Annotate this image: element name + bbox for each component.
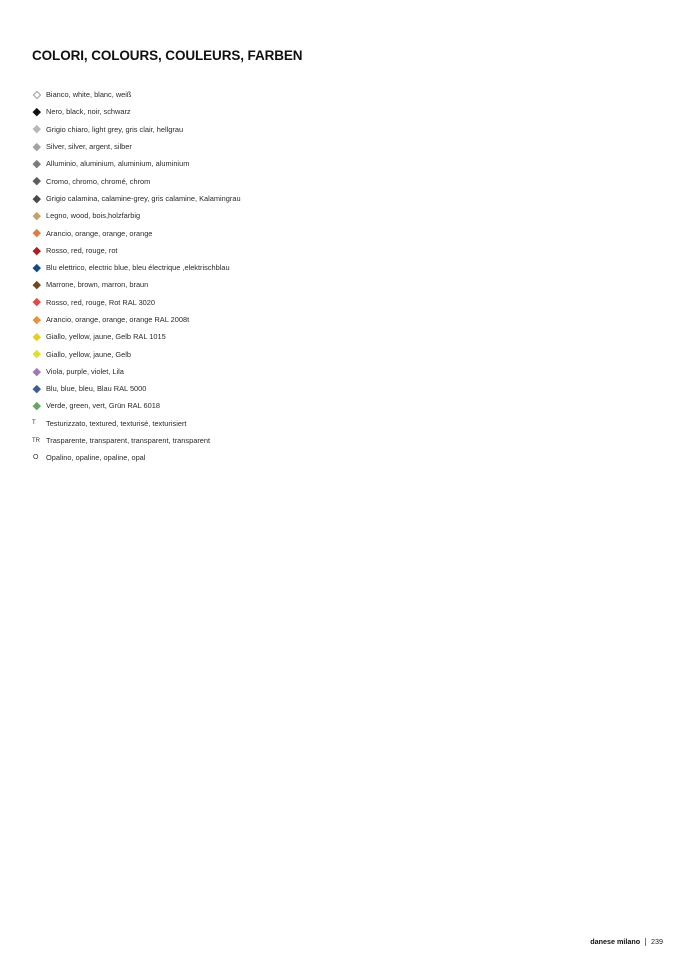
page-number: 239 bbox=[651, 937, 663, 946]
legend-item bbox=[32, 207, 632, 224]
color-swatch bbox=[32, 92, 46, 98]
legend-item bbox=[32, 138, 632, 155]
legend-item bbox=[32, 380, 632, 397]
legend-item-label: Marrone, brown, marron, braun bbox=[46, 280, 149, 290]
legend-item bbox=[32, 86, 632, 103]
legend-item bbox=[32, 397, 632, 414]
legend-item bbox=[32, 415, 632, 432]
color-swatch bbox=[32, 351, 46, 357]
finish-code bbox=[32, 438, 46, 444]
legend-item-label: Grigio calamina, calamine-grey, gris calamine, Kalamingrau bbox=[46, 193, 241, 203]
color-swatch bbox=[32, 317, 46, 323]
legend-item-label: Opalino, opaline, opaline, opal bbox=[46, 453, 146, 463]
legend-item-label: Arancio, orange, orange, orange RAL 2008t bbox=[46, 315, 190, 324]
legend-item bbox=[32, 121, 632, 138]
diamond-icon bbox=[32, 177, 40, 185]
legend-item bbox=[32, 449, 632, 466]
legend-item bbox=[32, 363, 632, 380]
diamond-outline-icon bbox=[32, 90, 40, 98]
color-swatch bbox=[32, 126, 46, 132]
diamond-icon bbox=[32, 402, 40, 410]
diamond-icon bbox=[32, 195, 40, 203]
finish-code-label: TR bbox=[32, 437, 40, 444]
diamond-icon bbox=[32, 385, 40, 393]
color-swatch bbox=[32, 334, 46, 340]
finish-code bbox=[32, 454, 46, 461]
diamond-icon bbox=[32, 281, 40, 289]
color-swatch bbox=[32, 196, 46, 202]
color-swatch bbox=[32, 282, 46, 288]
color-swatch bbox=[32, 299, 46, 305]
legend-item bbox=[32, 103, 632, 120]
finish-code-label: T bbox=[32, 420, 36, 427]
diamond-icon bbox=[32, 229, 40, 237]
legend-item-label: Blu elettrico, electric blue, bleu électrique ,elektrischblau bbox=[46, 263, 230, 273]
diamond-icon bbox=[32, 350, 40, 358]
color-swatch bbox=[32, 144, 46, 150]
legend-item bbox=[32, 311, 632, 328]
legend-item-label: Nero, black, noir, schwarz bbox=[46, 107, 131, 117]
color-swatch bbox=[32, 403, 46, 409]
diamond-icon bbox=[32, 143, 40, 151]
diamond-icon bbox=[32, 264, 40, 272]
page-title: COLORI, COLOURS, COULEURS, FARBEN bbox=[32, 48, 303, 63]
page-footer bbox=[590, 937, 663, 946]
diamond-icon bbox=[32, 298, 40, 306]
color-swatch bbox=[32, 386, 46, 392]
legend-item-label: Verde, green, vert, Grün RAL 6018 bbox=[46, 401, 160, 411]
legend-item bbox=[32, 155, 632, 172]
color-swatch bbox=[32, 161, 46, 167]
legend-item bbox=[32, 432, 632, 449]
legend-item bbox=[32, 294, 632, 311]
color-swatch bbox=[32, 230, 46, 236]
diamond-icon bbox=[32, 316, 40, 324]
legend-item bbox=[32, 242, 632, 259]
legend-item-label: Grigio chiaro, light grey, gris clair, hellgrau bbox=[46, 124, 184, 134]
diamond-icon bbox=[32, 368, 40, 376]
diamond-icon bbox=[32, 160, 40, 168]
legend-item-label: Legno, wood, bois,holzfarbig bbox=[46, 211, 141, 221]
legend-item-label: Arancio, orange, orange, orange bbox=[46, 228, 153, 238]
legend-item-label: Testurizzato, textured, texturisé, texturisiert bbox=[46, 418, 187, 428]
color-swatch bbox=[32, 178, 46, 184]
legend-item-label: Bianco, white, blanc, weiß bbox=[46, 90, 132, 100]
legend-item-label: Giallo, yellow, jaune, Gelb bbox=[46, 349, 132, 359]
legend-item bbox=[32, 259, 632, 276]
color-legend bbox=[32, 86, 632, 467]
diamond-icon bbox=[32, 246, 40, 254]
legend-item-label: Rosso, red, rouge, rot bbox=[46, 245, 118, 255]
legend-item bbox=[32, 276, 632, 293]
color-swatch bbox=[32, 213, 46, 219]
legend-item-label: Trasparente, transparent, transparent, transparent bbox=[46, 436, 211, 446]
legend-item bbox=[32, 172, 632, 189]
finish-code bbox=[32, 420, 46, 426]
finish-code-label: O bbox=[33, 454, 39, 462]
color-swatch bbox=[32, 265, 46, 271]
diamond-icon bbox=[32, 108, 40, 116]
legend-item-label: Rosso, red, rouge, Rot RAL 3020 bbox=[46, 297, 156, 307]
legend-item bbox=[32, 345, 632, 362]
brand-name: danese milano bbox=[590, 937, 641, 946]
color-swatch bbox=[32, 369, 46, 375]
legend-item-label: Alluminio, aluminium, aluminium, aluminium bbox=[46, 159, 190, 169]
legend-item bbox=[32, 328, 632, 345]
diamond-icon bbox=[32, 333, 40, 341]
footer-divider bbox=[645, 938, 646, 946]
diamond-icon bbox=[32, 212, 40, 220]
legend-item-label: Viola, purple, violet, Lila bbox=[46, 366, 124, 376]
legend-item-label: Silver, silver, argent, silber bbox=[46, 142, 132, 152]
legend-item bbox=[32, 190, 632, 207]
legend-item-label: Blu, blue, bleu, Blau RAL 5000 bbox=[46, 384, 147, 394]
legend-item-label: Cromo, chromo, chromé, chrom bbox=[46, 176, 151, 186]
legend-item-label: Giallo, yellow, jaune, Gelb RAL 1015 bbox=[46, 332, 166, 342]
legend-item bbox=[32, 224, 632, 241]
diamond-icon bbox=[32, 125, 40, 133]
color-swatch bbox=[32, 109, 46, 115]
color-swatch bbox=[32, 248, 46, 254]
